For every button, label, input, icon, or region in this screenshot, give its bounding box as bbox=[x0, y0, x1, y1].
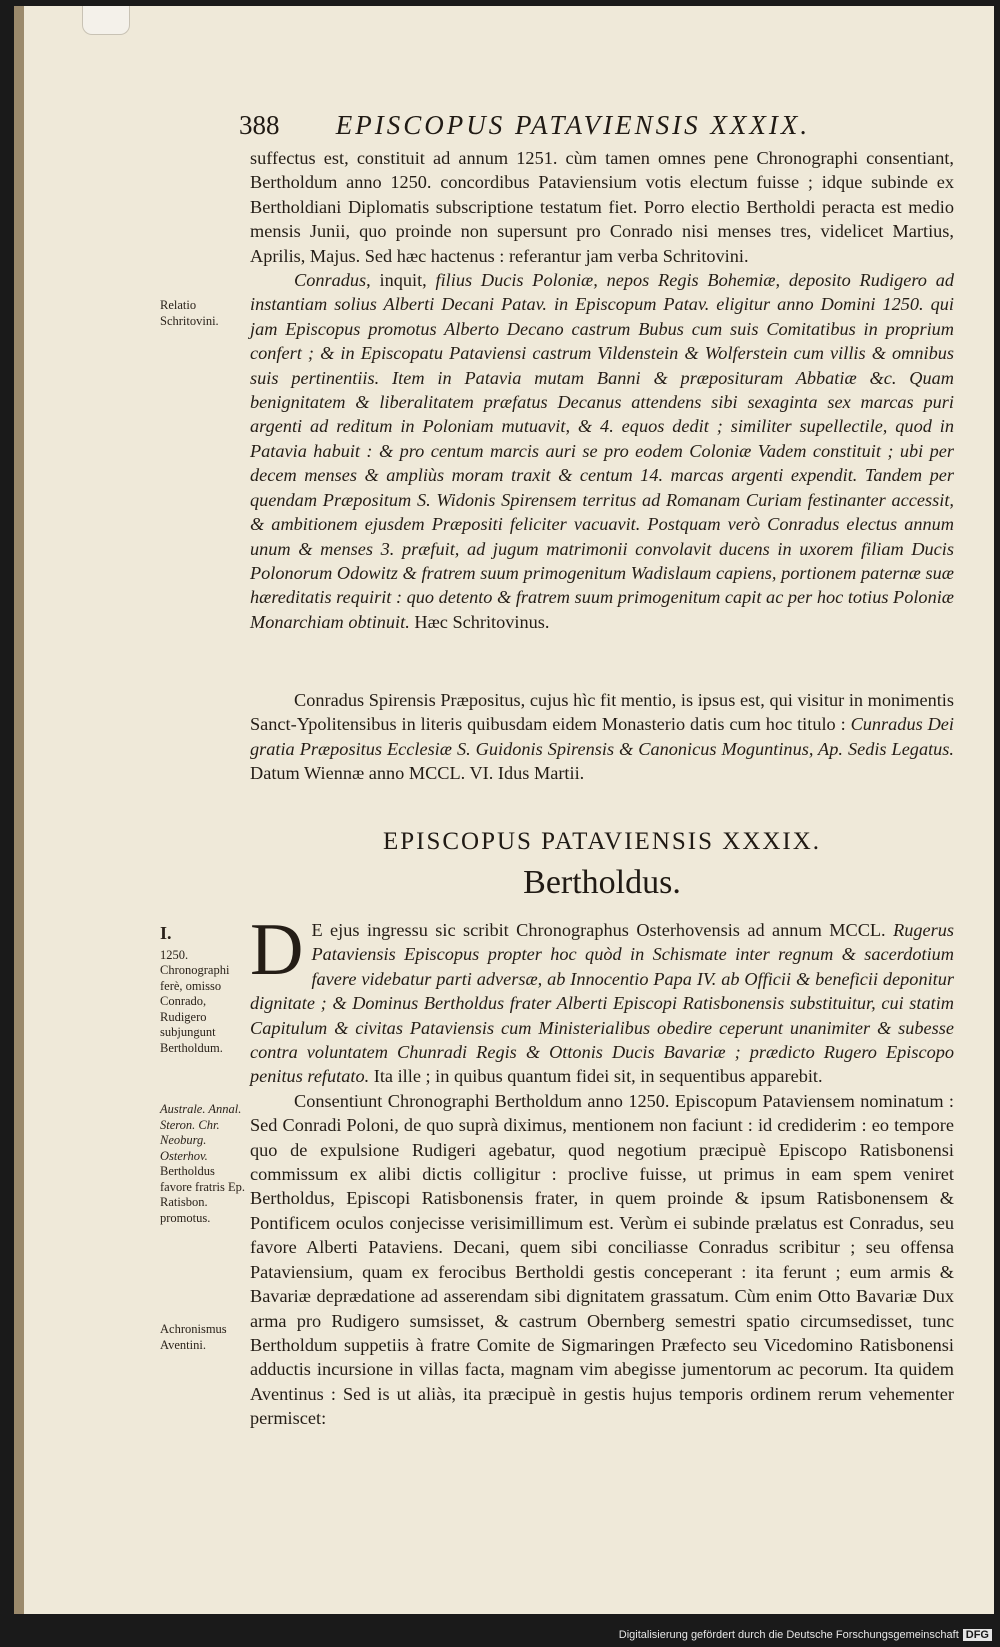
paragraph-3 bbox=[250, 688, 954, 786]
margin-note-bertholdus: Bertholdus favore fratris Ep. Ratisbon. promotus. bbox=[160, 1164, 246, 1225]
footer-text: Digitalisierung gefördert durch die Deutsche Forschungsgemeinschaft bbox=[618, 1629, 959, 1641]
margin-section-number: I. bbox=[160, 923, 172, 943]
page-number: 388 bbox=[239, 110, 280, 140]
book-page bbox=[14, 6, 994, 1614]
text-block-1 bbox=[250, 146, 954, 634]
p3-end: Datum Wiennæ anno MCCL. VI. Idus Martii. bbox=[250, 763, 585, 784]
page-clip bbox=[82, 6, 130, 35]
margin-note-annales: Australe. Annal. Steron. Chr. Neoburg. Osterhov. bbox=[160, 1102, 242, 1163]
p3-start: Conradus Spirensis Præpositus, cujus hìc fit mentio, is ipsus est, qui visitur in monimentis Sanct-Ypolitensibus in literis quibusdam eidem Monasterio datis cum hoc titulo : bbox=[250, 690, 954, 735]
margin-note-section-1 bbox=[160, 923, 246, 1056]
p2-quotation: filius Ducis Poloniæ, nepos Regis Bohemiæ, deposito Rudigero ad instantiam solius Alberti Decani Patav. in Episcopum Patav. eligitur anno Domini 1250. qui jam Episcopus promotus Alberto Decano castrum Bubus cum suis Comitatibus in proprium confert ; & in Episcopatu Pataviensi castrum Vildenstein & Wolferstein cum villis & omnibus suis pertinentiis. Item in Patavia mutam Banni & præposituram Abbatiæ &c. Quam benignitatem & liberalitatem præfatus Decanus attendens sibi sexaginta sex marcas puri argenti ad reditum in Poloniam mutuavit, & 4. equos dedit ; similiter supellectile, quod in Patavia habuit : & pro centum marcis auri se pro eodem Coloniæ Vadem constituit ; ubi per decem menses & ampliùs moram traxit & centum 14. marcas argenti expendit. Tandem per quendam Præpositum S. Widonis Spirensem territus ad Romanam Curiam festinanter accessit, & ambitionem ejusdem Præpositi feliciter vacuavit. Postquam verò Conradus electus annum unum & menses 3. præfuit, ad jugum matrimonii convolavit ducens in uxorem filiam Ducis Polonorum Odowitz & fratrem suum primogenitum Wadislaum capiens, portionem paternæ suæ hæreditatis requirit : quo detento & fratrem suum primogenitum capit ac per hoc totius Poloniæ Monarchiam obtinuit. bbox=[250, 270, 954, 632]
digitization-footer bbox=[619, 1629, 992, 1641]
p2-inquit: , inquit, bbox=[366, 270, 436, 291]
p4-start: E ejus ingressu sic scribit Chronographus Osterhovensis ad annum MCCL. bbox=[311, 920, 894, 940]
paragraph-5: Consentiunt Chronographi Bertholdum anno 1250. Episcopum Pataviensem nominatum : Sed Conradi Poloni, de quo suprà diximus, mentionem non faciunt : id crediderim : eo tempore quo de expulsione Rudigeri agebatur, quod negotium præcipuè Episcopo Ratisbonensi commissum ex alibi dictis colligitur : proclive fuisse, ut primus in eam spem veniret Bertholdus, Episcopi Ratisbonensis frater, in quem proinde & ipsum Ratisbonensem & Pontificem oculos conjecisse verisimillimum est. Verùm ei subinde prælatus est Conradus, seu favore Alberti Pataviens. Decani, quem sibi conciliasse Conradus scribitur ; seu offensa Pataviensium, quam ex ferocibus Bertholdi gestis conceperant : ita ferunt ; eum armis & Bavariæ deprædatione ad asserendam sibi dignitatem grassatum. Cùm enim Otto Bavariæ Dux arma pro Rudigero sumsisset, & castrum Obernberg semestri spatio circumsedisset, tunc Bertholdum suppetiis à fratre Comite de Sigmaringen Præfecto seu Vicedomino Ratisbonensi adductis incursione in villas facta, magnam vim abegisse jumentorum ac pecorum. Ita quidem Aventinus : Sed is ut aliàs, ita præcipuè in gestis hujus temporis ordinem rerum vehementer permiscet: bbox=[250, 1090, 954, 1429]
p2-start: Conradus bbox=[294, 270, 367, 291]
text-block-3 bbox=[250, 909, 954, 1431]
paragraph-4 bbox=[250, 909, 954, 1089]
margin-note-sources bbox=[160, 1102, 246, 1226]
paragraph-1: suffectus est, constituit ad annum 1251. cùm tamen omnes pene Chronographi consentiant, Bertholdum anno 1250. concordibus Pataviensium votis electum fuisse ; idque subinde ex Bertholdiani Diplomatis subscriptione testatum fiet. Porro electio Bertholdi peracta est medio mensis Junii, quo proinde non supersunt pro Conrado nisi menses tres, videlicet Martius, Aprilis, Majus. Sed hæc hactenus : referantur jam verba Schritovini. bbox=[250, 148, 954, 266]
p4-end: Ita ille ; in quibus quantum fidei sit, in sequentibus apparebit. bbox=[369, 1066, 823, 1087]
running-title: EPISCOPUS PATAVIENSIS XXXIX. bbox=[335, 110, 811, 140]
dfg-logo: DFG bbox=[963, 1629, 992, 1641]
paragraph-2 bbox=[250, 268, 954, 634]
margin-note-achronismus: Achronismus Aventini. bbox=[160, 1322, 227, 1352]
section-name: Bertholdus. bbox=[523, 864, 681, 901]
p4-quotation: Rugerus Pataviensis Episcopus propter hoc quòd in Schismate inter regnum & sacerdotium favere videbatur parti adversæ, ab Innocentio Papa IV. ab Officii & beneficii deponitur dignitate ; & Dominus Bertholdus frater Alberti Episcopi Ratisbonensis substituitur, cui statim Capitulum & civitas Pataviensis cum Ministerialibus obedire ceperunt unanimiter & subesse contra voluntatem Chunradi Regis & Ottonis Ducis Bavariæ ; prædicto Rugero Episcopo penitus refutato. bbox=[250, 920, 954, 1087]
p3-title: Cunradus Dei gratia Præpositus Ecclesiæ S. Guidonis Spirensis & Canonicus Moguntinus, Ap. Sedis Legatus. bbox=[250, 714, 954, 759]
section-heading: EPISCOPUS PATAVIENSIS XXXIX. bbox=[382, 828, 822, 855]
text-block-2 bbox=[250, 688, 954, 786]
margin-note-chronographi: 1250. Chronographi ferè, omisso Conrado, Rudigero subjungunt Bertholdum. bbox=[160, 947, 230, 1055]
drop-cap: D bbox=[250, 909, 304, 991]
p2-end: Hæc Schritovinus. bbox=[409, 611, 550, 632]
running-head bbox=[239, 110, 959, 150]
margin-note-relatio: Relatio Schritovini. bbox=[160, 298, 219, 328]
